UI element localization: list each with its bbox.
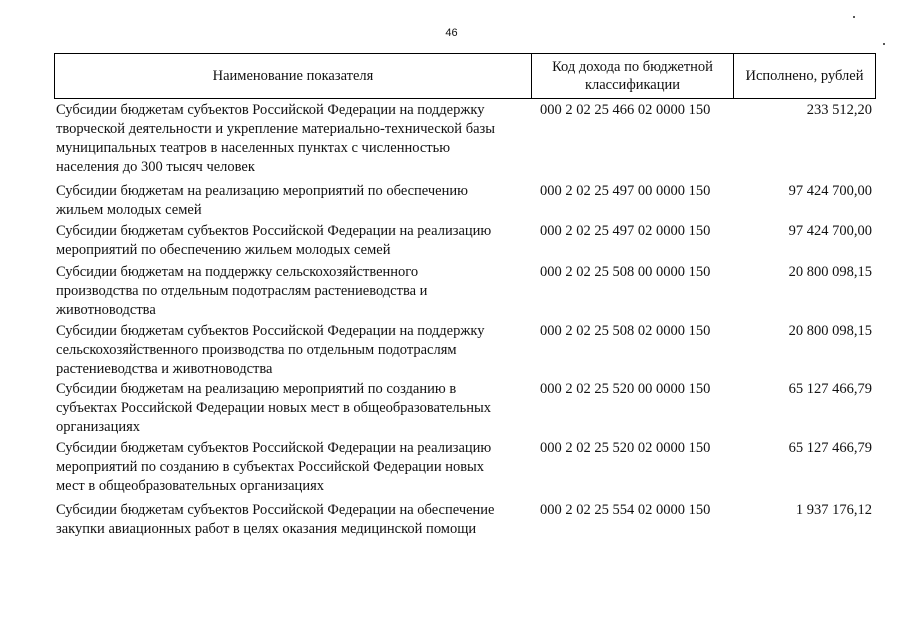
row-name (56, 380, 534, 437)
row-name-line: мероприятий по созданию в субъектах Российской Федерации новых (56, 459, 485, 475)
row-code: 000 2 02 25 520 02 0000 150 (540, 440, 711, 456)
row-name-line: растениеводства и животноводства (56, 361, 273, 377)
row-amount: 1 937 176,12 (795, 502, 872, 518)
row-code: 000 2 02 25 497 00 0000 150 (540, 183, 711, 199)
row-name-line: Субсидии бюджетам субъектов Российской Федерации на реализацию (56, 223, 492, 239)
row-code: 000 2 02 25 508 00 0000 150 (540, 264, 711, 280)
row-name (56, 101, 534, 177)
row-name-line: творческой деятельности и укрепление материально-технической базы (56, 121, 495, 137)
row-name-line: животноводства (56, 302, 156, 318)
row-name (56, 439, 534, 496)
row-name-line: Субсидии бюджетам субъектов Российской Федерации на обеспечение (56, 502, 495, 518)
row-name-line: мест в общеобразовательных организациях (56, 478, 324, 494)
row-code: 000 2 02 25 497 02 0000 150 (540, 223, 711, 239)
row-amount: 97 424 700,00 (788, 223, 872, 239)
row-name (56, 182, 534, 220)
row-code: 000 2 02 25 554 02 0000 150 (540, 502, 711, 518)
row-name-line: населения до 300 тысяч человек (56, 159, 255, 175)
row-amount: 20 800 098,15 (788, 264, 872, 280)
row-name-line: Субсидии бюджетам на поддержку сельскохозяйственного (56, 264, 419, 280)
row-amount: 65 127 466,79 (788, 440, 872, 456)
row-amount: 65 127 466,79 (788, 381, 872, 397)
row-amount: 233 512,20 (806, 102, 872, 118)
header-amount-cell: Исполнено, рублей (745, 68, 864, 84)
row-name-line: закупки авиационных работ в целях оказания медицинской помощи (56, 521, 477, 537)
row-amount: 20 800 098,15 (788, 323, 872, 339)
row-name-line: сельскохозяйственного производства по отдельным подотраслям (56, 342, 457, 358)
table-header (54, 53, 876, 99)
scan-speck (853, 16, 855, 18)
row-name-line: жильем молодых семей (56, 202, 202, 218)
header-code-cell: Код дохода по бюджетной классификации (532, 54, 734, 98)
row-name (56, 501, 534, 539)
row-name-line: Субсидии бюджетам на реализацию мероприятий по созданию в (56, 381, 457, 397)
row-name (56, 263, 534, 320)
row-name-line: Субсидии бюджетам субъектов Российской Федерации на поддержку (56, 102, 485, 118)
scan-speck (883, 43, 885, 45)
header-name-cell: Наименование показателя (55, 54, 532, 98)
row-name (56, 222, 534, 260)
row-name-line: субъектах Российской Федерации новых мест в общеобразовательных (56, 400, 491, 416)
row-name-line: Субсидии бюджетам на реализацию мероприятий по обеспечению (56, 183, 468, 199)
row-code: 000 2 02 25 520 00 0000 150 (540, 381, 711, 397)
row-name-line: мероприятий по обеспечению жильем молодых семей (56, 242, 391, 258)
page-number: 46 (445, 27, 458, 39)
row-name-line: Субсидии бюджетам субъектов Российской Федерации на поддержку (56, 323, 485, 339)
row-name (56, 322, 534, 379)
row-code: 000 2 02 25 466 02 0000 150 (540, 102, 711, 118)
row-code: 000 2 02 25 508 02 0000 150 (540, 323, 711, 339)
row-name-line: организациях (56, 419, 141, 435)
row-name-line: производства по отдельным подотраслям растениеводства и (56, 283, 428, 299)
row-name-line: муниципальных театров в населенных пунктах с численностью (56, 140, 451, 156)
row-name-line: Субсидии бюджетам субъектов Российской Федерации на реализацию (56, 440, 492, 456)
row-amount: 97 424 700,00 (788, 183, 872, 199)
